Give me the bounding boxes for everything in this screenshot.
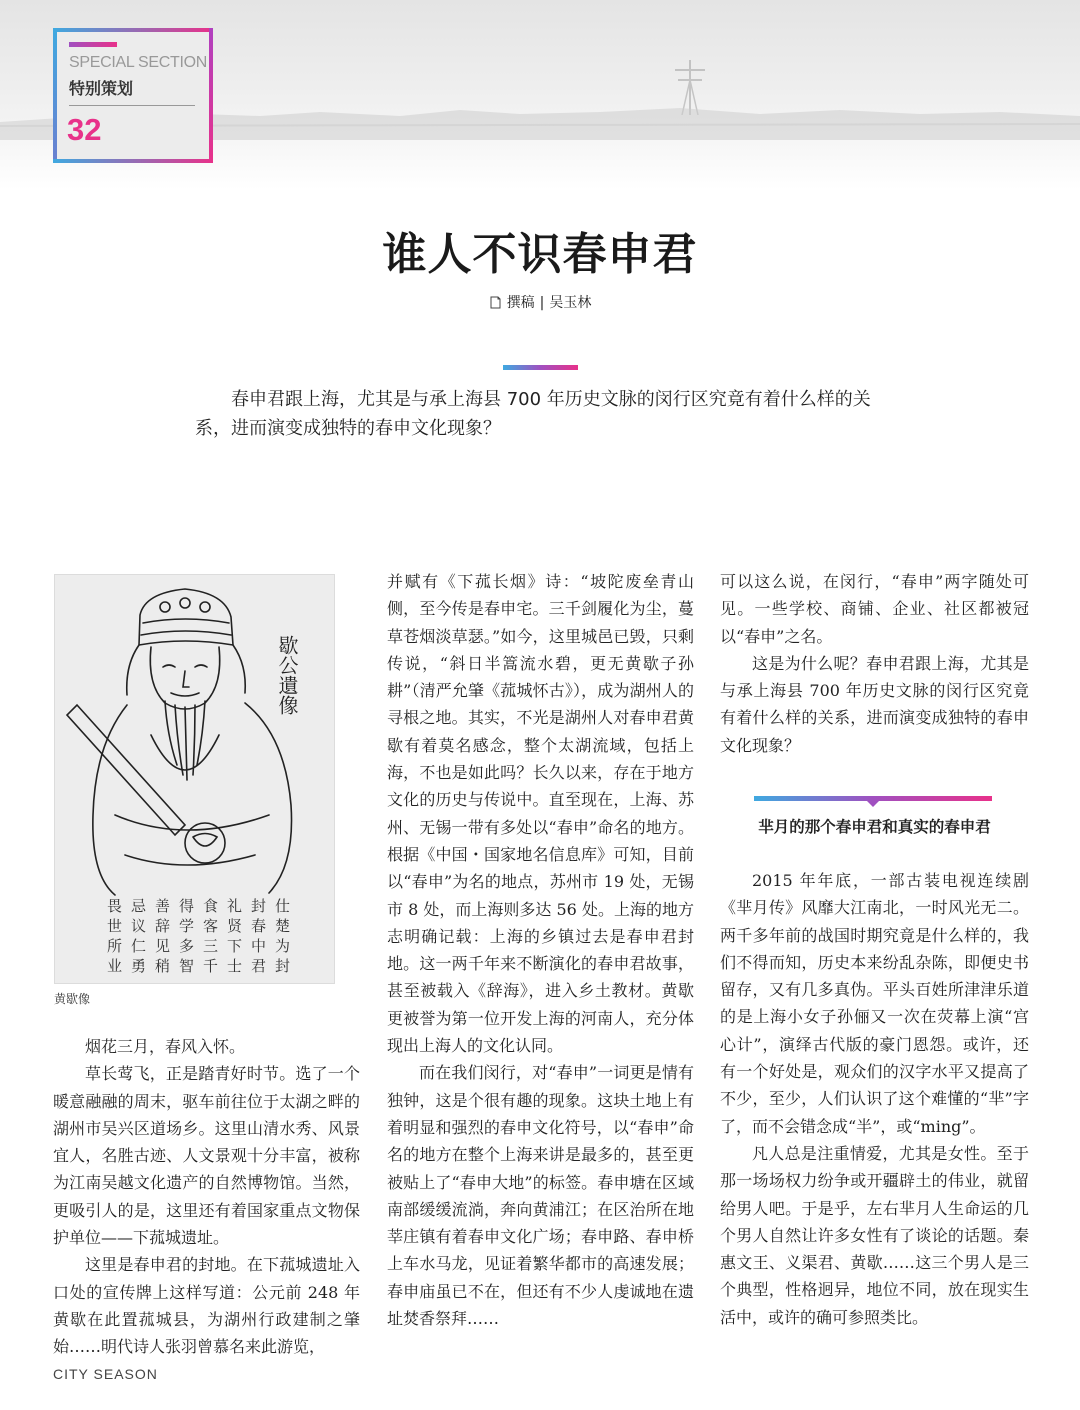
svg-text:学: 学: [179, 917, 195, 935]
svg-text:辞: 辞: [155, 917, 171, 935]
portrait-image: [54, 574, 335, 984]
svg-text:士: 士: [227, 957, 243, 975]
column-3-bottom: [720, 867, 1029, 1331]
svg-text:客: 客: [203, 917, 219, 935]
figure-caption: 黄歇像: [54, 992, 91, 1006]
svg-text:三: 三: [203, 937, 219, 955]
svg-text:得: 得: [179, 897, 195, 915]
svg-text:仕: 仕: [275, 897, 291, 915]
svg-text:春: 春: [251, 917, 267, 935]
paragraph: 草长莺飞，正是踏青好时节。选了一个暖意融融的周末，驱车前往位于太湖之畔的湖州市吴兴区道场乡。这里山清水秀、风景宜人，名胜古迹、人文景观十分丰富，被称为江南吴越文化遗产的自然博物馆。当然，更吸引人的是，这里还有着国家重点文物保护单位——下菰城遗址。: [53, 1064, 360, 1248]
author-name: 吴玉林: [549, 295, 592, 311]
byline-separator: |: [539, 295, 545, 311]
svg-text:中: 中: [251, 937, 267, 955]
paragraph: 烟花三月，春风入怀。: [85, 1037, 246, 1056]
paragraph: 并赋有《下菰长烟》诗：“坡陀废垒青山侧，至今传是春申宅。三千剑履化为尘，蔓草苍烟淡草瑟。”如今，这里城邑已毁，只剩传说，“斜日半篙流水碧，更无黄歇子孙耕”（清严允肇《菰城怀古》），成为湖州人的寻根之地。其实，不光是湖州人对春申君黄歇有着莫名感念，整个太湖流域，包括上海，不也是如此吗？长久以来，存在于地方文化的历史与传说中。直至现在，上海、苏州、无锡一带有多处以“春申”命名的地方。根据《中国・国家地名信息库》可知，目前以“春申”为名的地点，苏州市 19 处，无锡市 8 处，而上海则多达 56 处。上海的地方志明确记载：上海的乡镇过去是春申君封地。这一两千年来不断演化的春申君故事，甚至被载入《辞海》，进入乡土教材。黄歇更被誉为第一位开发上海的河南人，充分体现出上海人的文化认同。: [387, 572, 694, 1056]
section-badge: [53, 28, 213, 163]
paragraph: 2015 年年底，一部古装电视连续剧《芈月传》风靡大江南北，一时风光无二。两千多年前的战国时期究竟是什么样的，我们不得而知，历史本来纷乱杂陈，即便史书留存，又有几多真伪。平头百姓所津津乐道的是上海小女子孙俪又一次在荧幕上演“宫心计”，演绎古代版的豪门恩怨。或许，还有一个好处是，观众们的汉字水平又提高了不少，至少，人们认识了这个难懂的“芈”字了，而不会错念成“半”，或“ming”。: [720, 871, 1029, 1136]
svg-text:食: 食: [203, 897, 219, 915]
portrait-inscription: 歇公遺像: [275, 635, 299, 715]
svg-text:智: 智: [179, 957, 195, 975]
column-2: [387, 568, 694, 1332]
byline: [0, 292, 1080, 312]
svg-text:礼: 礼: [227, 897, 243, 915]
svg-text:贤: 贤: [227, 917, 243, 935]
svg-text:封: 封: [275, 957, 291, 975]
paragraph: 而在我们闵行，对“春申”一词更是情有独钟，这是个很有趣的现象。这块土地上有着明显和强烈的春申文化符号，以“春申”命名的地方在整个上海来讲是最多的，甚至更被贴上了“春申大地”的标签。春申塘在区域南部缓缓流淌，奔向黄浦江；在区治所在地莘庄镇有着春申文化广场；春申路、春申桥上车水马龙，见证着繁华都市的高速发展；春申庙虽已不在，但还有不少人虔诚地在遗址焚香祭拜……: [387, 1063, 694, 1329]
paragraph: 凡人总是注重情爱，尤其是女性。至于那一场场权力纷争或开疆辟土的伟业，就留给男人吧。于是乎，左右芈月人生命运的几个男人自然让许多女性有了谈论的话题。秦惠文王、义渠君、黄歇……这三个男人是三个典型，性格迥异，地位不同，放在现实生活中，或许的确可参照类比。: [720, 1143, 1029, 1327]
svg-text:稍: 稍: [155, 957, 171, 975]
paragraph: 可以这么说，在闵行，“春申”两字随处可见。一些学校、商铺、企业、社区都被冠以“春申”之名。: [720, 572, 1029, 646]
svg-text:畏: 畏: [107, 897, 123, 915]
svg-text:业: 业: [107, 957, 123, 975]
subhead-pointer-icon: [867, 801, 879, 807]
svg-text:封: 封: [251, 897, 267, 915]
svg-text:勇: 勇: [131, 957, 147, 975]
column-3-top: [720, 568, 1029, 759]
article-title: 谁人不识春申君: [382, 229, 698, 280]
svg-text:君: 君: [251, 957, 267, 975]
pen-icon: [489, 296, 501, 309]
title-accent-bar: [503, 365, 578, 370]
svg-text:议: 议: [131, 917, 147, 935]
section-label-en: SPECIAL SECTION: [69, 54, 208, 71]
svg-text:所: 所: [107, 937, 123, 955]
paragraph: 这是为什么呢？春申君跟上海，尤其是与承上海县 700 年历史文脉的闵行区究竟有着什么样的关系，进而演变成独特的春申文化现象？: [720, 653, 1029, 755]
byline-label: 撰稿: [506, 295, 535, 311]
svg-text:仁: 仁: [131, 937, 147, 955]
svg-text:善: 善: [155, 897, 171, 915]
svg-text:楚: 楚: [275, 917, 291, 935]
lead-paragraph: 春申君跟上海，尤其是与承上海县 700 年历史文脉的闵行区究竟有着什么样的关系，进而演变成独特的春申文化现象？: [195, 389, 871, 439]
section-divider: [69, 105, 195, 106]
svg-text:见: 见: [155, 937, 171, 955]
svg-text:为: 为: [275, 937, 291, 955]
svg-text:下: 下: [227, 937, 243, 955]
svg-text:世: 世: [107, 917, 123, 935]
page-number: 32: [67, 112, 102, 147]
section-accent-bar: [69, 42, 117, 47]
svg-text:多: 多: [179, 937, 195, 955]
magazine-footer: CITY SEASON: [53, 1366, 158, 1382]
paragraph: 这里是春申君的封地。在下菰城遗址入口处的宣传牌上这样写道：公元前 248 年黄歇在此置菰城县，为湖州行政建制之肇始……明代诗人张羽曾慕名来此游览，: [53, 1255, 360, 1357]
svg-text:千: 千: [203, 957, 219, 975]
subheading: 芈月的那个春申君和真实的春申君: [758, 818, 991, 836]
section-label-zh: 特别策划: [69, 79, 134, 98]
svg-text:忌: 忌: [131, 897, 147, 915]
column-1: [53, 1033, 360, 1361]
